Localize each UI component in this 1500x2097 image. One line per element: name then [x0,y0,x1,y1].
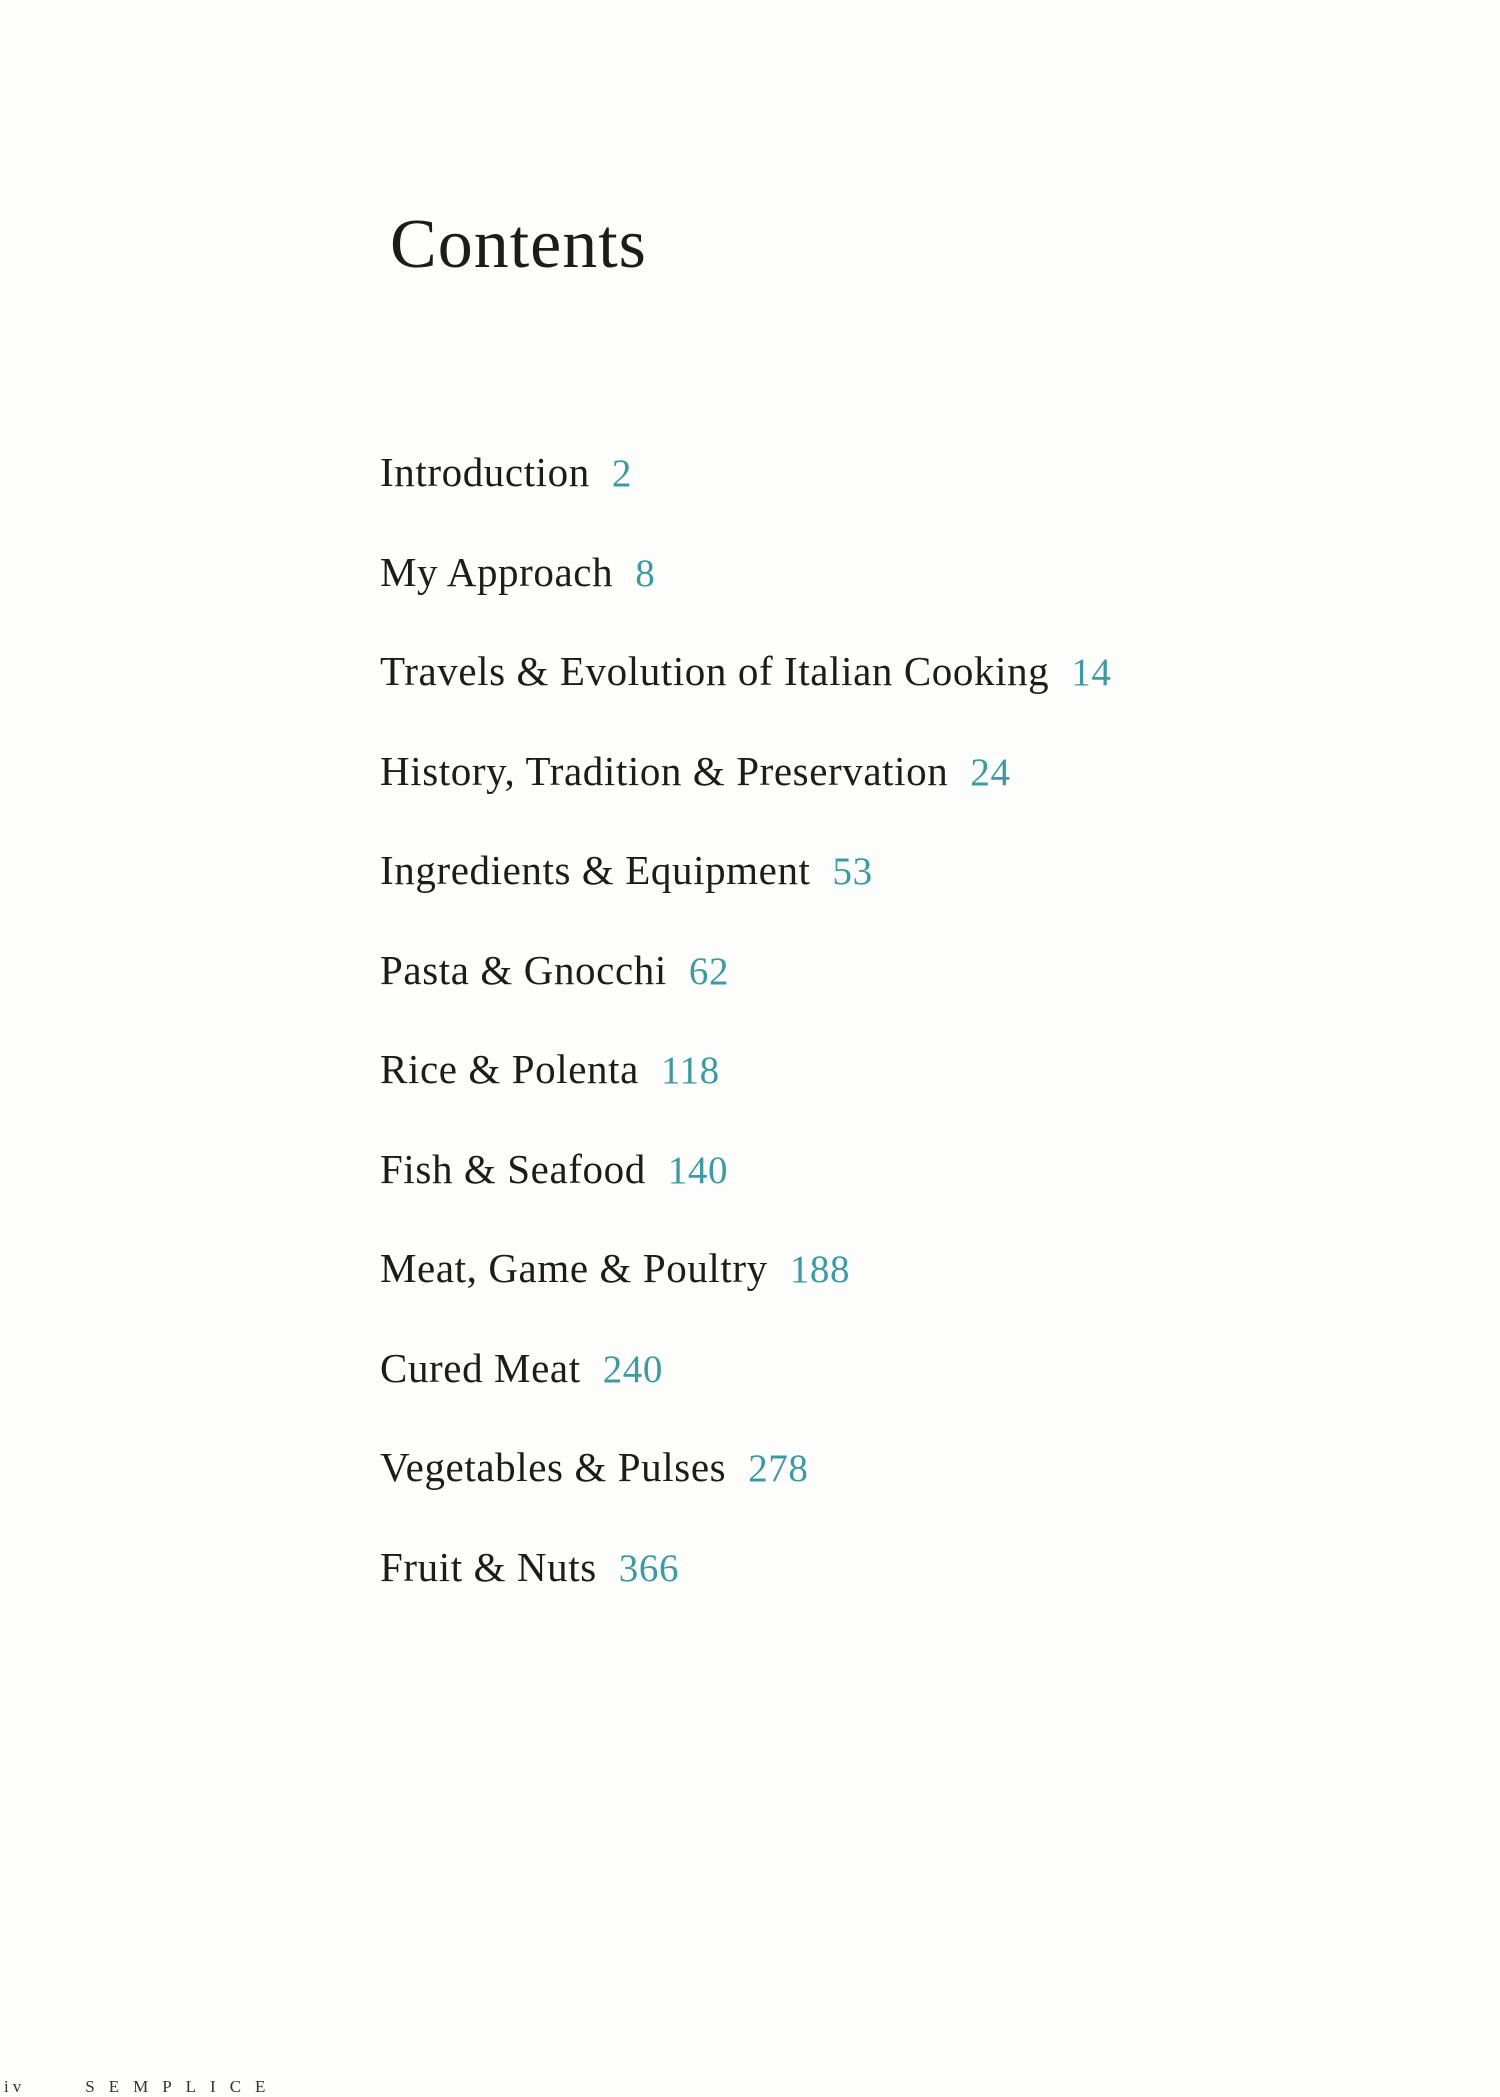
toc-entry[interactable] [380,840,1111,940]
toc-entry[interactable] [380,542,1111,642]
running-title: SEMPLICE [85,2077,280,2096]
toc-entry-page-number: 240 [602,1347,664,1391]
toc-entry-page-number: 8 [635,551,656,595]
toc-entry-title: Pasta & Gnocchi [380,946,667,993]
folio-page-number: iv [4,2077,26,2096]
table-of-contents [380,442,1111,1636]
toc-entry-page-number: 2 [611,452,632,495]
toc-entry-title: Cured Meat [380,1344,581,1391]
toc-entry-title: Ingredients & Equipment [380,847,811,893]
toc-entry[interactable] [380,442,1111,542]
toc-entry[interactable] [380,1039,1111,1139]
toc-entry-page-number: 62 [688,949,730,993]
toc-entry[interactable] [380,741,1111,841]
toc-entry-title: Fruit & Nuts [380,1543,597,1590]
page-footer [4,2077,279,2097]
toc-entry[interactable] [380,1537,1111,1637]
toc-entry-page-number: 278 [748,1447,809,1490]
toc-entry-title: History, Tradition & Preservation [380,747,949,794]
toc-entry-page-number: 140 [667,1148,729,1192]
toc-entry-title: Fish & Seafood [380,1145,646,1192]
toc-entry-title: My Approach [380,548,614,595]
toc-entry[interactable] [380,1139,1111,1239]
toc-entry-page-number: 53 [832,850,873,893]
toc-entry[interactable] [380,1238,1111,1338]
toc-entry[interactable] [380,1338,1111,1438]
toc-entry[interactable] [380,1437,1111,1537]
page-title: Contents [390,206,647,283]
toc-entry[interactable] [380,641,1111,741]
toc-entry-page-number: 188 [789,1248,851,1291]
toc-entry-title: Rice & Polenta [380,1046,639,1092]
toc-entry[interactable] [380,940,1111,1040]
toc-entry-title: Introduction [380,449,590,495]
toc-entry-title: Meat, Game & Poultry [380,1245,768,1291]
toc-entry-title: Travels & Evolution of Italian Cooking [380,648,1050,694]
toc-entry-page-number: 14 [1071,651,1112,694]
toc-entry-page-number: 366 [618,1546,680,1590]
toc-entry-page-number: 24 [970,750,1011,794]
toc-entry-page-number: 118 [660,1049,720,1092]
toc-entry-title: Vegetables & Pulses [380,1444,727,1490]
